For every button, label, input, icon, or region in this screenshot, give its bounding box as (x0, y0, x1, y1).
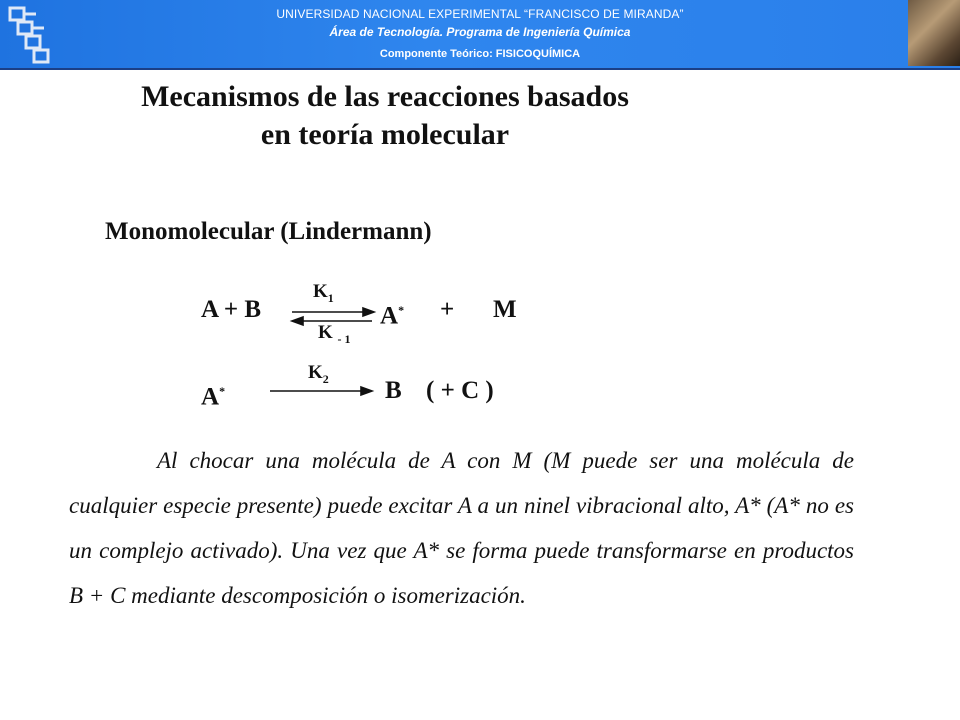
k-reverse-symbol: K (318, 322, 333, 343)
product-symbol: A (380, 302, 399, 330)
reaction2-extra: ( + C ) (426, 377, 494, 404)
title-line-1: Mecanismos de las reacciones basados (141, 80, 629, 113)
k2-symbol: K (308, 362, 323, 383)
section-subtitle: Monomolecular (Lindermann) (105, 218, 432, 245)
header-component: Componente Teórico: FISICOQUÍMICA (379, 48, 581, 60)
title-line-2: en teoría molecular (260, 118, 510, 151)
k-reverse-subscript: - 1 (337, 331, 351, 346)
reaction2-product: B (385, 377, 402, 404)
reactant-superscript: * (219, 384, 226, 398)
k2-subscript: 2 (322, 371, 329, 386)
k-forward-symbol: K (313, 281, 328, 302)
header-university-name: UNIVERSIDAD NACIONAL EXPERIMENTAL “FRANCISCO DE MIRANDA” (276, 7, 684, 21)
reactant-symbol: A (201, 383, 220, 411)
reaction1-plus: + (440, 296, 455, 323)
forward-arrowhead-icon (363, 308, 374, 316)
header-program: Área de Tecnología. Programa de Ingeniería Química (329, 25, 631, 39)
reverse-arrowhead-icon (292, 317, 303, 325)
reaction2-arrowhead-icon (361, 387, 372, 395)
product-superscript: * (398, 303, 405, 317)
reaction1-reactants: A + B (201, 296, 262, 323)
explanation-paragraph: Al chocar una molécula de A con M (M puede ser una molécula de cualquier especie presente) puede excitar A a un ninel vibracional alto, A* (A* no es un complejo activado). Una vez que A* se forma puede transformarse en productos B + C mediante descomposición o isomerización. (69, 448, 854, 608)
k-forward-subscript: 1 (327, 290, 334, 305)
reaction1-partner: M (493, 296, 517, 323)
